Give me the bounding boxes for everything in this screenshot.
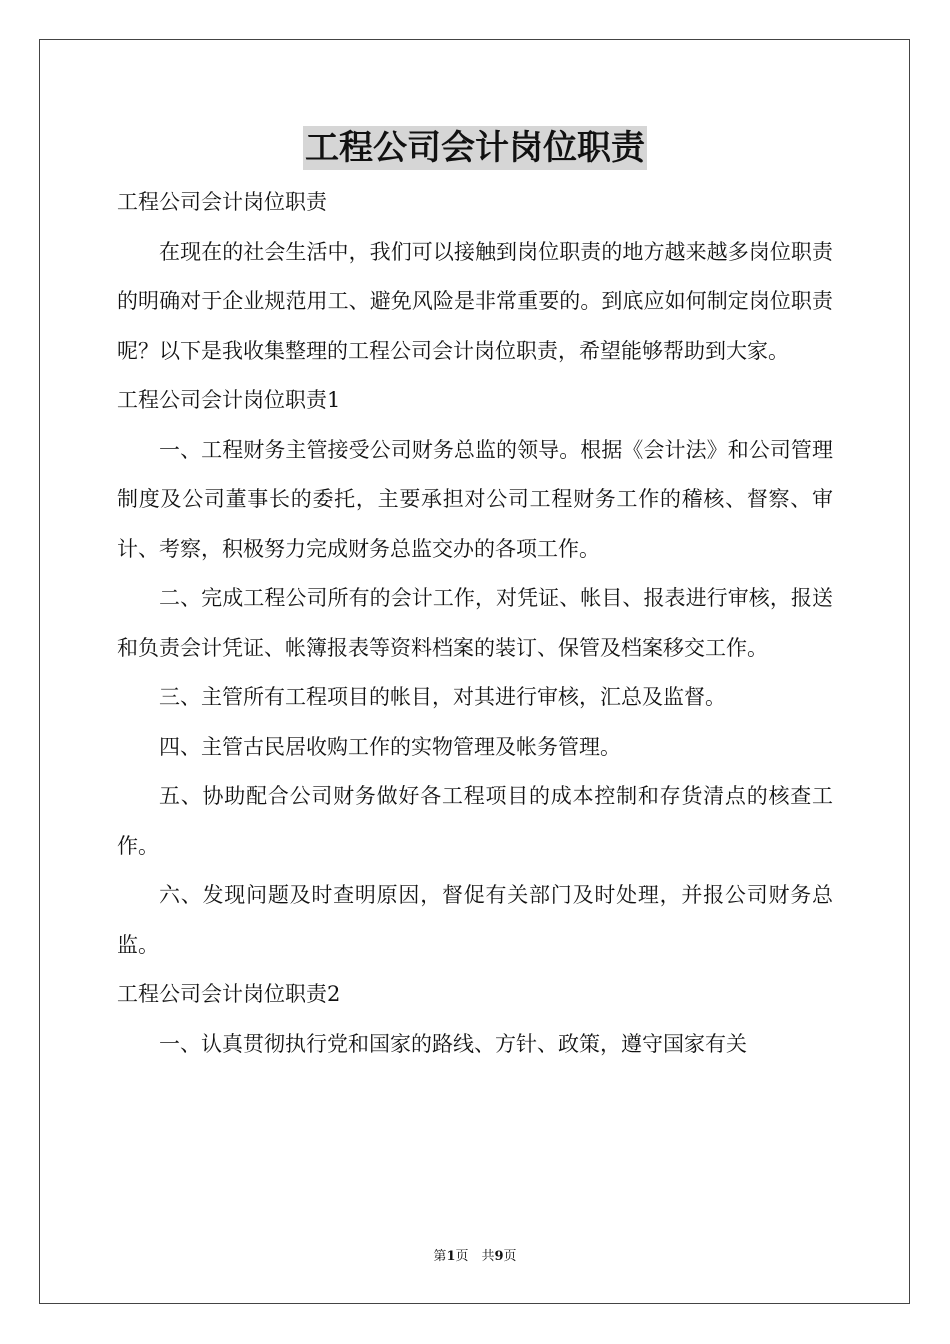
- footer-page-mid: 页 共: [455, 1249, 495, 1264]
- footer-page-suffix: 页: [503, 1249, 517, 1264]
- document-body: [117, 178, 833, 1069]
- document-subtitle: 工程公司会计岗位职责: [117, 190, 327, 214]
- section-heading-1: 工程公司会计岗位职责1: [117, 388, 341, 412]
- section1-item: 三、主管所有工程项目的帐目，对其进行审核，汇总及监督。: [159, 685, 726, 709]
- document-title: 工程公司会计岗位职责: [305, 128, 645, 168]
- footer-page-prefix: 第: [433, 1249, 447, 1264]
- section1-item: 六、发现问题及时查明原因，督促有关部门及时处理，并报公司财务总监。: [117, 883, 833, 957]
- section-heading-2: 工程公司会计岗位职责2: [117, 982, 341, 1006]
- section1-item: 二、完成工程公司所有的会计工作，对凭证、帐目、报表进行审核，报送和负责会计凭证、帐簿报表等资料档案的装订、保管及档案移交工作。: [117, 586, 833, 660]
- footer-page-current: 1: [446, 1249, 456, 1264]
- section2-item: 一、认真贯彻执行党和国家的路线、方针、政策，遵守国家有关: [159, 1031, 747, 1056]
- footer-page-total: 9: [494, 1249, 504, 1264]
- page-footer: [0, 1248, 950, 1266]
- title-area: [0, 126, 950, 170]
- section1-item: 四、主管古民居收购工作的实物管理及帐务管理。: [159, 734, 621, 759]
- section1-item: 五、协助配合公司财务做好各工程项目的成本控制和存货清点的核查工作。: [117, 784, 833, 858]
- section1-item: 一、工程财务主管接受公司财务总监的领导。根据《会计法》和公司管理制度及公司董事长的委托，主要承担对公司工程财务工作的稽核、督察、审计、考察，积极努力完成财务总监交办的各项工作。: [117, 437, 833, 561]
- intro-paragraph: 在现在的社会生活中，我们可以接触到岗位职责的地方越来越多岗位职责的明确对于企业规范用工、避免风险是非常重要的。到底应如何制定岗位职责呢？以下是我收集整理的工程公司会计岗位职责，希望能够帮助到大家。: [117, 239, 833, 363]
